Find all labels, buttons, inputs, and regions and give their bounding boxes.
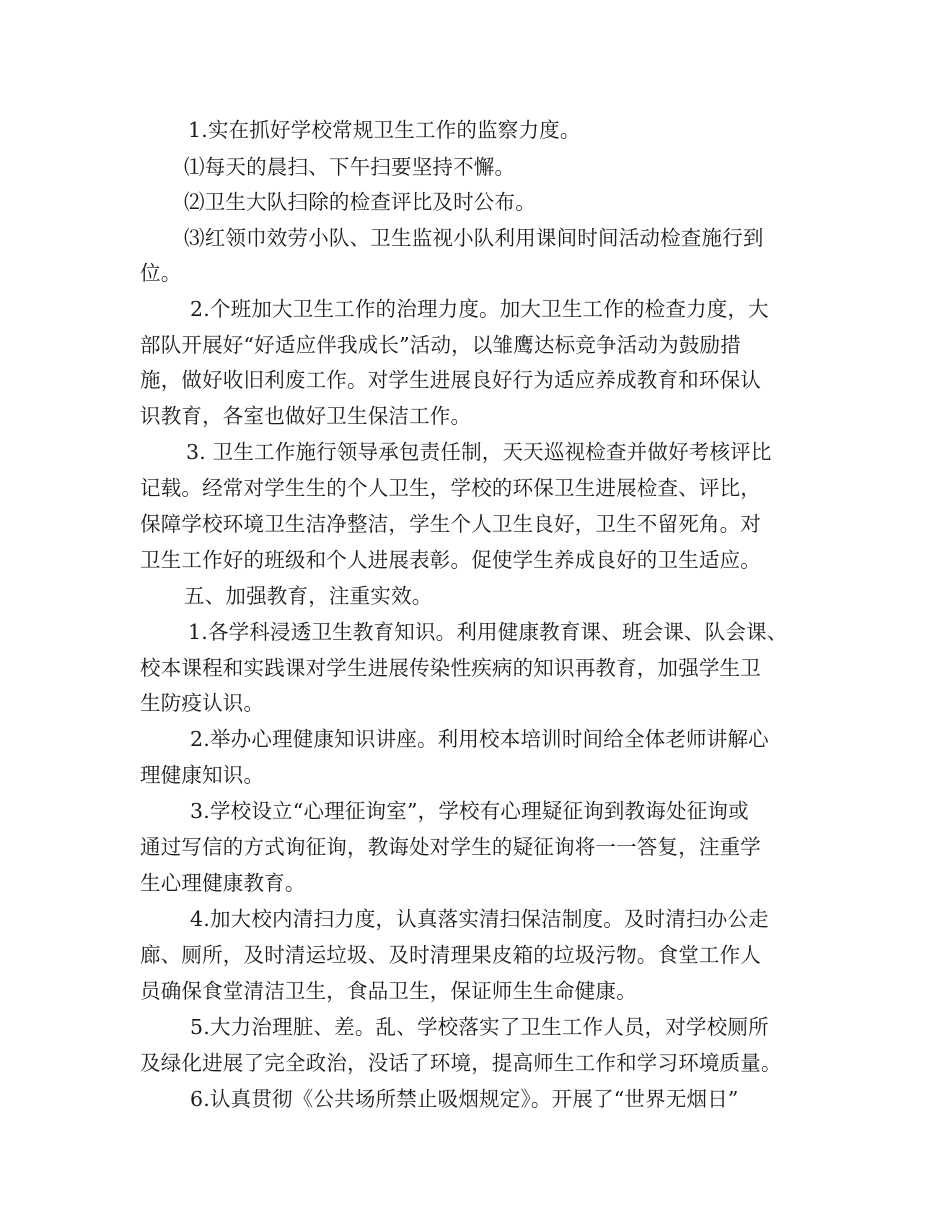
text-line: 位。	[140, 261, 182, 285]
text-line: 生防疫认识。	[140, 691, 265, 715]
section-heading: 五、加强教育，注重实效。	[184, 584, 433, 608]
text-line: 通过写信的方式询征询，教诲处对学生的疑征询将一一答复，注重学	[140, 835, 761, 859]
text-line: 1.各学科浸透卫生教育知识。利用健康教育课、班会课、队会课、	[188, 620, 788, 644]
text-line: 部队开展好“好适应伴我成长”活动，以雏鹰达标竞争活动为鼓励措	[140, 333, 741, 357]
text-line: 理健康知识。	[140, 763, 265, 787]
text-line: ⑶红领巾效劳小队、卫生监视小队利用课间时间活动检查施行到	[184, 226, 764, 250]
text-line: 及绿化进展了完全政治，没话了环境，提高师生工作和学习环境质量。	[140, 1051, 782, 1075]
text-line: 校本课程和实践课对学生进展传染性疾病的知识再教育，加强学生卫	[140, 656, 761, 680]
text-line: 3.学校设立“心理征询室”，学校有心理疑征询到教诲处征询或	[190, 799, 749, 823]
text-line: 3. 卫生工作施行领导承包责任制，天天巡视检查并做好考核评比	[186, 440, 772, 464]
text-line: 员确保食堂清洁卫生，食品卫生，保证师生生命健康。	[140, 979, 637, 1003]
text-line: 卫生工作好的班级和个人进展表彰。促使学生养成良好的卫生适应。	[140, 548, 761, 572]
text-line: ⑴每天的晨扫、下午扫要坚持不懈。	[184, 155, 516, 179]
text-line: 记载。经常对学生生的个人卫生，学校的环保卫生进展检查、评比，	[140, 476, 761, 500]
text-line: 2.举办心理健康知识讲座。利用校本培训时间给全体老师讲解心	[190, 727, 769, 751]
text-line: 2.个班加大卫生工作的治理力度。加大卫生工作的检查力度，大	[190, 297, 769, 321]
text-line: 生心理健康教育。	[140, 871, 306, 895]
text-line: 1.实在抓好学校常规卫生工作的监察力度。	[188, 118, 581, 142]
text-line: 保障学校环境卫生洁净整洁，学生个人卫生良好，卫生不留死角。对	[140, 512, 761, 536]
text-line: 施，做好收旧利废工作。对学生进展良好行为适应养成教育和环保认	[140, 368, 761, 392]
text-line: 4.加大校内清扫力度，认真落实清扫保洁制度。及时清扫办公走	[190, 907, 769, 931]
text-line: 识教育，各室也做好卫生保洁工作。	[140, 404, 472, 428]
text-line: 廊、厕所，及时清运垃圾、及时清理果皮箱的垃圾污物。食堂工作人	[140, 943, 761, 967]
text-line: 5.大力治理脏、差。乱、学校落实了卫生工作人员，对学校厕所	[190, 1015, 769, 1039]
text-line: ⑵卫生大队扫除的检查评比及时公布。	[184, 190, 536, 214]
text-line: 6.认真贯彻《公共场所禁止吸烟规定》。开展了“世界无烟日”	[190, 1087, 739, 1111]
